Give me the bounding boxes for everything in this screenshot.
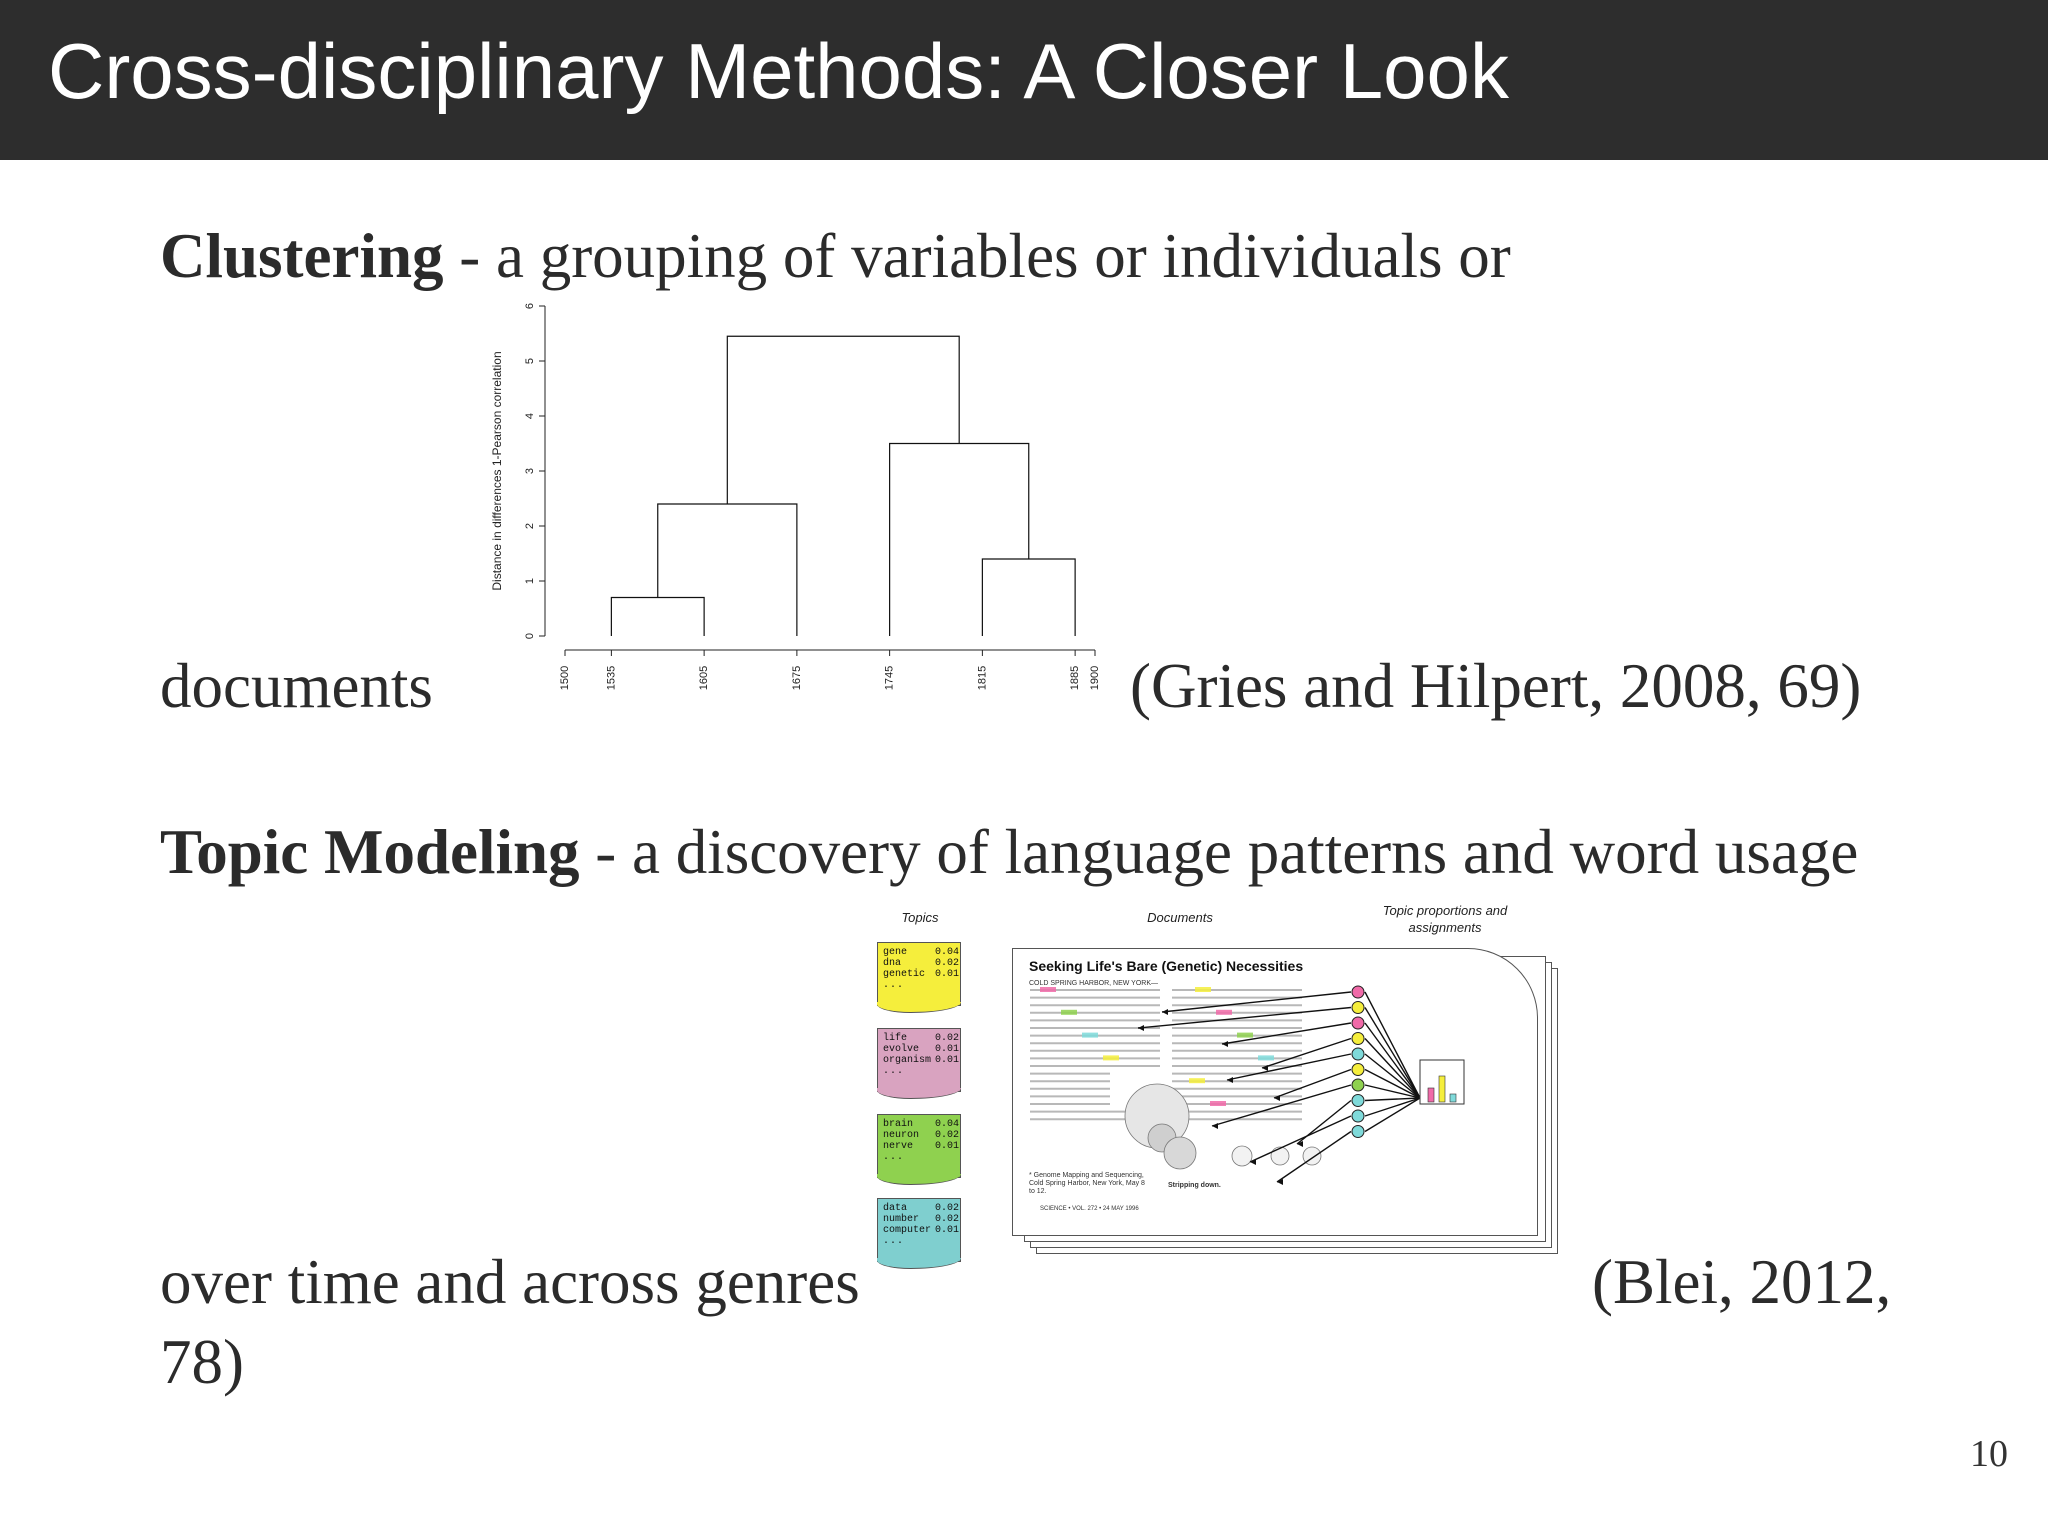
topic-modeling-citation-cont: 78) bbox=[160, 1327, 244, 1397]
clustering-heading-line bbox=[160, 220, 1511, 293]
dendrogram-link bbox=[658, 504, 797, 636]
y-tick-label: 1 bbox=[523, 577, 536, 585]
document-footer: SCIENCE • VOL. 272 • 24 MAY 1996 bbox=[1040, 1206, 1139, 1212]
topic-assignment-dot bbox=[1352, 1033, 1364, 1045]
proportion-bar bbox=[1450, 1094, 1456, 1102]
topics-label: Topics bbox=[901, 910, 939, 925]
proportion-bar bbox=[1428, 1088, 1434, 1102]
topic-assignment-dot bbox=[1352, 1095, 1364, 1107]
topic-assignment-dot bbox=[1352, 1017, 1364, 1029]
proportion-arrow bbox=[1365, 1039, 1420, 1099]
topic-assignment-dot bbox=[1352, 1110, 1364, 1122]
assignment-arrow bbox=[1162, 992, 1351, 1012]
topic-assignment-dot bbox=[1352, 1048, 1364, 1060]
y-tick-label: 2 bbox=[523, 522, 536, 530]
doc-highlight bbox=[1040, 987, 1056, 992]
arrow-head bbox=[1162, 1009, 1168, 1015]
x-tick-label: 1815 bbox=[976, 665, 989, 691]
documents-label: Documents bbox=[1147, 910, 1213, 925]
document-illustration bbox=[1012, 948, 1572, 1248]
document-footnote: * Genome Mapping and Sequencing, Cold Spring Harbor, New York, May 8 to 12. bbox=[1029, 1172, 1145, 1195]
doc-highlight bbox=[1237, 1033, 1253, 1038]
arrow-head bbox=[1222, 1041, 1228, 1047]
dendrogram-link bbox=[890, 444, 1029, 637]
x-tick-label: 1535 bbox=[605, 665, 618, 691]
topic-assignment-dot bbox=[1352, 1079, 1364, 1091]
arrow-head bbox=[1138, 1025, 1144, 1031]
proportion-arrow bbox=[1365, 992, 1420, 1098]
clustering-line2: documents bbox=[160, 651, 433, 721]
y-tick-label: 5 bbox=[523, 357, 536, 365]
topic-modeling-citation: (Blei, 2012, bbox=[1592, 1247, 1892, 1317]
topic-assignment-dot bbox=[1352, 1126, 1364, 1138]
slide-title: Cross-disciplinary Methods: A Closer Look bbox=[48, 27, 1509, 115]
topic-modeling-line2: over time and across genres bbox=[160, 1247, 860, 1317]
doc-highlight bbox=[1082, 1033, 1098, 1038]
topic-assignment-dot bbox=[1352, 1064, 1364, 1076]
arrow-head bbox=[1212, 1123, 1218, 1129]
proportion-arrow bbox=[1365, 1098, 1420, 1132]
dendrogram-chart bbox=[470, 290, 1130, 710]
proportion-bar bbox=[1439, 1076, 1445, 1102]
doc-highlight bbox=[1195, 987, 1211, 992]
x-tick-label: 1500 bbox=[558, 665, 571, 691]
y-tick-label: 0 bbox=[523, 632, 536, 640]
topic-modeling-heading-line bbox=[160, 816, 1858, 889]
x-tick-label: 1900 bbox=[1088, 665, 1101, 691]
y-tick-label: 6 bbox=[523, 302, 536, 310]
x-tick-label: 1605 bbox=[698, 665, 711, 691]
clustering-term: Clustering bbox=[160, 221, 444, 291]
document-dateline: COLD SPRING HARBOR, NEW YORK— bbox=[1029, 980, 1159, 987]
document-title: Seeking Life's Bare (Genetic) Necessities bbox=[1029, 958, 1304, 974]
doc-highlight bbox=[1189, 1078, 1205, 1083]
topic-card-evolution: life 0.02 evolve 0.01 organism 0.01 ... bbox=[877, 1028, 961, 1092]
x-tick-label: 1885 bbox=[1069, 665, 1082, 691]
topic-modeling-term: Topic Modeling bbox=[160, 817, 580, 887]
doc-highlight bbox=[1103, 1055, 1119, 1060]
page-number: 10 bbox=[1970, 1433, 2008, 1475]
x-tick-label: 1675 bbox=[790, 665, 803, 691]
topic-assignment-dot bbox=[1352, 1002, 1364, 1014]
topic-card-neuroscience: brain 0.04 neuron 0.02 nerve 0.01 ... bbox=[877, 1114, 961, 1178]
x-tick-label: 1745 bbox=[883, 665, 896, 691]
y-tick-label: 3 bbox=[523, 467, 536, 475]
doc-highlight bbox=[1216, 1010, 1232, 1015]
clustering-definition: - a grouping of variables or individuals or bbox=[443, 221, 1511, 291]
y-axis-label: Distance in differences 1-Pearson correlation bbox=[490, 351, 505, 591]
topic-modeling-definition: - a discovery of language patterns and word usage bbox=[579, 817, 1859, 887]
topic-card-data-analysis: data 0.02 number 0.02 computer 0.01 ... bbox=[877, 1198, 961, 1262]
dendrogram-link bbox=[727, 336, 959, 504]
clustering-citation: (Gries and Hilpert, 2008, 69) bbox=[1130, 651, 1862, 721]
topic-assignment-dot bbox=[1352, 986, 1364, 998]
topic-card-genetics: gene 0.04 dna 0.02 genetic 0.01 ... bbox=[877, 942, 961, 1006]
dendrogram-link bbox=[611, 598, 704, 637]
document-subhead: Stripping down. bbox=[1168, 1182, 1221, 1189]
dendrogram-link bbox=[982, 559, 1075, 636]
y-tick-label: 4 bbox=[523, 412, 536, 420]
doc-highlight bbox=[1258, 1055, 1274, 1060]
assignment-arrow bbox=[1250, 1116, 1351, 1162]
doc-highlight bbox=[1210, 1101, 1226, 1106]
proportions-label: Topic proportions and assignments bbox=[1382, 903, 1508, 935]
title-bar bbox=[0, 0, 2048, 160]
doc-highlight bbox=[1061, 1010, 1077, 1015]
